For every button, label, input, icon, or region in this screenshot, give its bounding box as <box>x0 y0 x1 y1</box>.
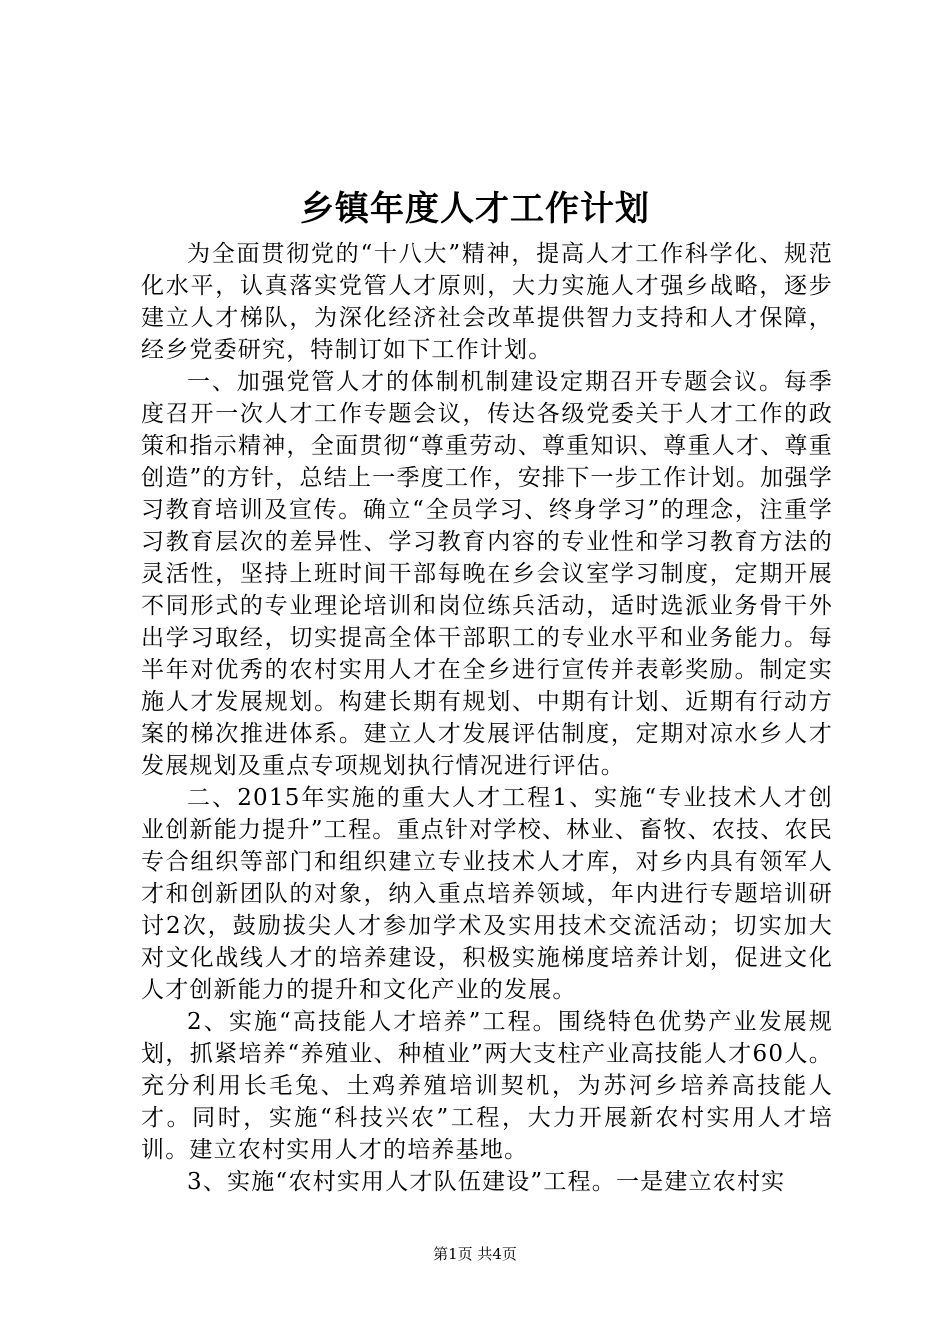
paragraph-section-1: 一、加强党管人才的体制机制建设定期召开专题会议。每季度召开一次人才工作专题会议，传达各级党委关于人才工作的政策和指示精神，全面贯彻“尊重劳动、尊重知识、尊重人才、尊重创造”的方针，总结上一季度工作，安排下一步工作计划。加强学习教育培训及宣传。确立“全员学习、终身学习”的理念，注重学习教育层次的差异性、学习教育内容的专业性和学习教育方法的灵活性，坚持上班时间干部每晚在乡会议室学习制度，定期开展不同形式的专业理论培训和岗位练兵活动，适时选派业务骨干外出学习取经，切实提高全体干部职工的专业水平和业务能力。每半年对优秀的农村实用人才在全乡进行宣传并表彰奖励。制定实施人才发展规划。构建长期有规划、中期有计划、近期有行动方案的梯次推进体系。建立人才发展评估制度，定期对凉水乡人才发展规划及重点专项规划执行情况进行评估。 <box>141 369 833 779</box>
paragraph-section-2: 二、2015年实施的重大人才工程1、实施“专业技术人才创业创新能力提升”工程。重点针对学校、林业、畜牧、农技、农民专合组织等部门和组织建立专业技术人才库，对乡内具有领军人才和创新团队的对象，纳入重点培养领域，年内进行专题培训研讨2次，鼓励拔尖人才参加学术及实用技术交流活动；切实加大对文化战线人才的培养建设，积极实施梯度培养计划，促进文化人才创新能力的提升和文化产业的发展。 <box>141 785 833 1003</box>
document-body <box>141 238 833 1198</box>
document-title: 乡镇年度人才工作计划 <box>300 189 650 229</box>
paragraph-item-2: 2、实施“高技能人才培养”工程。围绕特色优势产业发展规划，抓紧培养“养殖业、种植业”两大支柱产业高技能人才60人。充分利用长毛兔、土鸡养殖培训契机，为苏河乡培养高技能人才。同时，实施“科技兴农”工程，大力开展新农村实用人才培训。建立农村实用人才的培养基地。 <box>141 1009 833 1163</box>
page-number-footer: 第1页 共4页 <box>433 1245 517 1263</box>
paragraph-item-3: 3、实施“农村实用人才队伍建设”工程。一是建立农村实 <box>187 1169 786 1195</box>
paragraph-intro: 为全面贯彻党的“十八大”精神，提高人才工作科学化、规范化水平，认真落实党管人才原则，大力实施人才强乡战略，逐步建立人才梯队，为深化经济社会改革提供智力支持和人才保障，经乡党委研究，特制订如下工作计划。 <box>141 241 833 363</box>
